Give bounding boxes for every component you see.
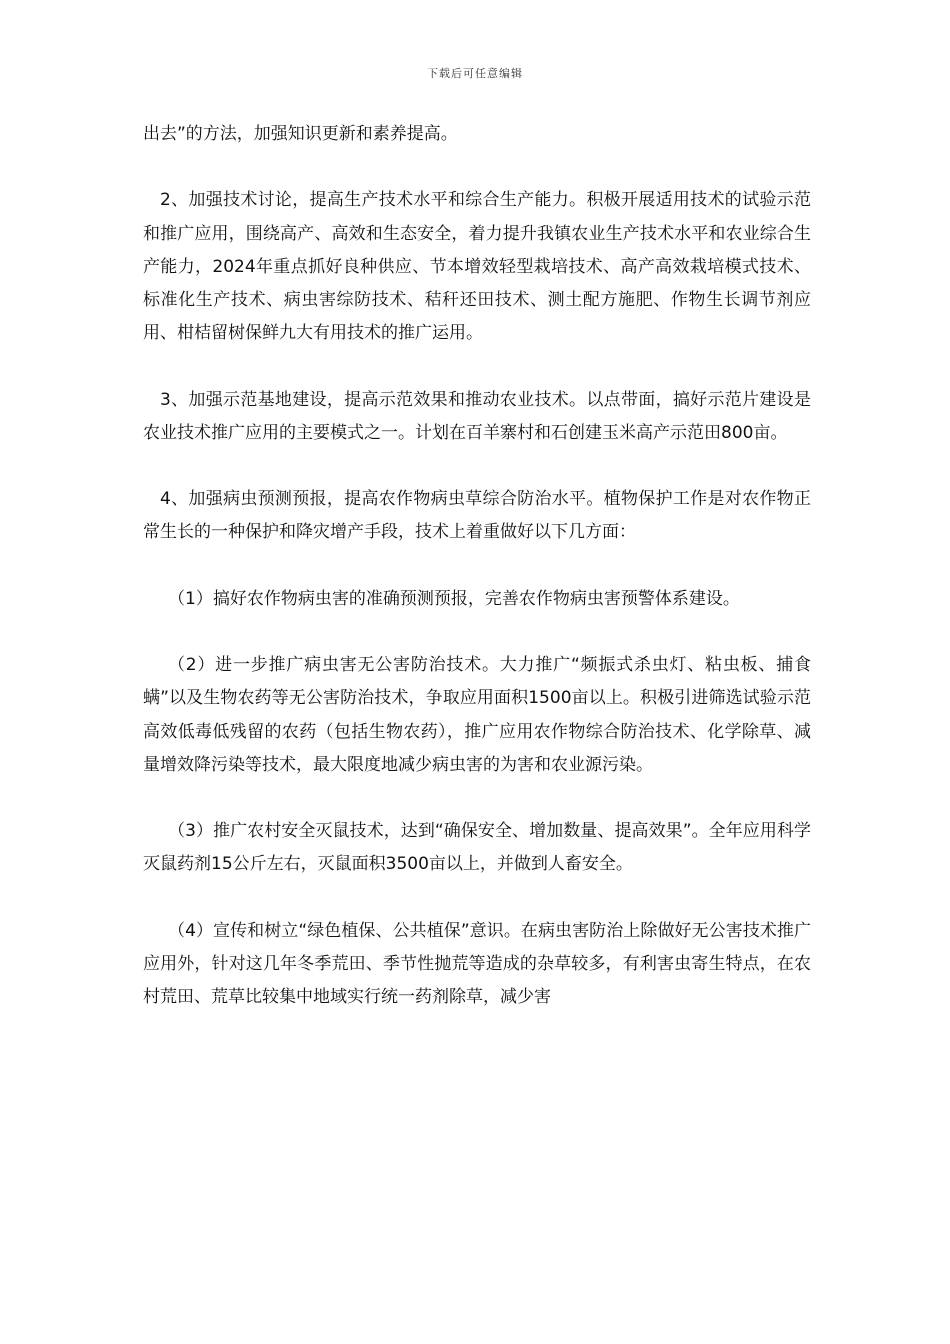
paragraph-item-3: 3、加强示范基地建设，提高示范效果和推动农业技术。以点带面，搞好示范片建设是农业技术推广应用的主要模式之一。计划在百羊寨村和石创建玉米高产示范田800亩。 — [143, 389, 811, 443]
paragraph-item-2: 2、加强技术讨论，提高生产技术水平和综合生产能力。积极开展适用技术的试验示范和推广应用，围绕高产、高效和生态安全，着力提升我镇农业生产技术水平和农业综合生产能力，2024年重点抓好良种供应、节本增效轻型栽培技术、高产高效栽培模式技术、标准化生产技术、病虫害综防技术、秸秆还田技术、测土配方施肥、作物生长调节剂应用、柑桔留树保鲜九大有用技术的推广运用。 — [143, 190, 811, 344]
paragraph-subitem-2: （2）进一步推广病虫害无公害防治技术。大力推广“频振式杀虫灯、粘虫板、捕食螨”以及生物农药等无公害防治技术，争取应用面积1500亩以上。积极引进筛选试验示范高效低毒低残留的农药（包括生物农药），推广应用农作物综合防治技术、化学除草、减量增效降污染等技术，最大限度地减少病虫害的为害和农业源污染。 — [143, 655, 811, 775]
paragraph-subitem-3: （3）推广农村安全灭鼠技术，达到“确保安全、增加数量、提高效果”。全年应用科学灭鼠药剂15公斤左右，灭鼠面积3500亩以上，并做到人畜安全。 — [143, 821, 811, 875]
paragraph-item-4: 4、加强病虫预测预报，提高农作物病虫草综合防治水平。植物保护工作是对农作物正常生长的一种保护和降灾增产手段，技术上着重做好以下几方面： — [143, 489, 811, 543]
paragraph-subitem-1: （1）搞好农作物病虫害的准确预测预报，完善农作物病虫害预警体系建设。 — [168, 588, 740, 609]
page-header-note: 下载后可任意编辑 — [427, 67, 523, 80]
paragraph-continuation: 出去”的方法，加强知识更新和素养提高。 — [143, 124, 458, 144]
document-body — [143, 118, 811, 1014]
paragraph-subitem-4: （4）宣传和树立“绿色植保、公共植保”意识。在病虫害防治上除做好无公害技术推广应用外，针对这几年冬季荒田、季节性抛荒等造成的杂草较多，有利害虫寄生特点，在农村荒田、荒草比较集中地域实行统一药剂除草，减少害 — [143, 920, 811, 1008]
